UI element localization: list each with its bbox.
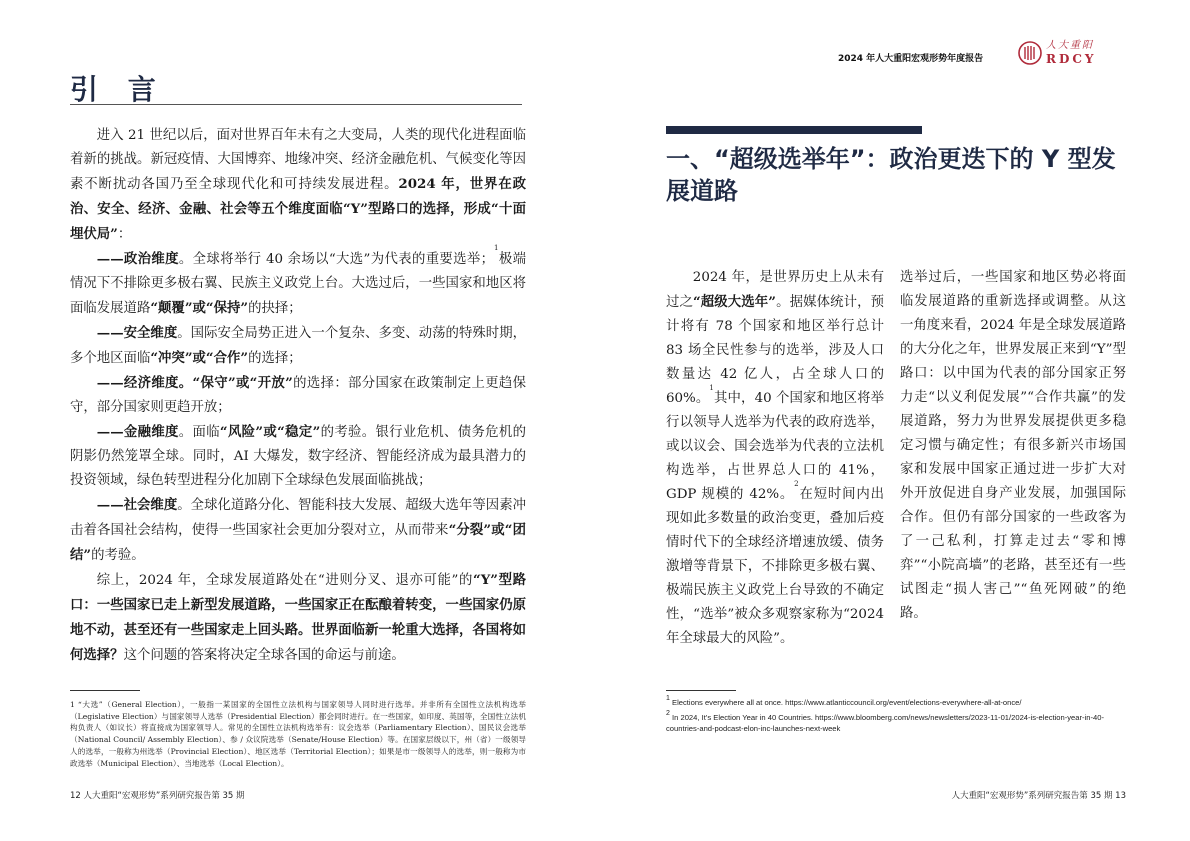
- footnote-item: $^1$ Elections everywhere all at once. https://www.atlanticcouncil.org/event/elections-everywhere-all-at-once/: [666, 695, 1022, 707]
- dimension-financial: ——金融维度。面临“风险”或“稳定”的考验。银行业危机、债务危机的阴影仍然笼罩全球。同时，AI 大爆发，数字经济、智能经济成为最具潜力的投资领域，绿色转型进程分化加剧下全球绿色发展面临挑战；: [70, 424, 527, 488]
- intro-paragraph-1: 进入 21 世纪以后，面对世界百年未有之大变局，人类的现代化进程面临着新的挑战。新冠疫情、大国博弈、地缘冲突、经济金融危机、气候变化等因素不断扰动各国乃至全球现代化和可持续发展进程。2024 年，世界在政治、安全、经济、金融、社会等五个维度面临“Y”型路口的选择，形成“十面埋伏局”：: [70, 128, 527, 242]
- section-accent-bar: [666, 126, 922, 134]
- rdcy-logo: [1018, 39, 1130, 67]
- footnote-ref-1[interactable]: 1: [494, 244, 499, 252]
- super-election-paragraph: 2024 年，是世界历史上从未有过之“超级大选年”。据媒体统计，预计将有 78 个国家和地区举行总计 83 场全民性参与的选举，涉及人口数量达 42 亿人，占全球人口的 60%。$^1$其中，40 个国家和地区将举行以领导人选举为代表的政府选举，或以议会、国会选举为代表的立法机构选举，占世界总人口的 41%，GDP 规模的 42%。$^2$在短时间内出现如此多数量的政治变更，叠加后疫情时代下的全球经济增速放缓、债务激增等背景下，不排除更多极右翼、极端民族主义政党上台导致的不确定性，“选举”被众多观察家称为“2024 年全球最大的风险”。: [666, 270, 885, 646]
- footnote-link-atlantic-council[interactable]: Elections everywhere all at once. https://www.atlanticcouncil.org/event/elections-everywhere-all-at-once/: [672, 698, 1022, 707]
- footnote-ref-1-right[interactable]: 1: [709, 384, 714, 392]
- footnote-link-bloomberg[interactable]: In 2024, It’s Election Year in 40 Countries. https://www.bloomberg.com/news/newsletters/2023-11-01/2024-is-election-year-in-40-countries-and-podcast-elon-inc-launches-next-week: [666, 713, 1104, 733]
- left-page-footer: 12 人大重阳“宏观形势”系列研究报告第 35 期: [70, 791, 245, 801]
- dimension-political: ——政治维度。全球将举行 40 余场以“大选”为代表的重要选举；$^1$极端情况下不排除更多极右翼、民族主义政党上台。大选过后，一些国家和地区将面临发展道路“颠覆”或“保持”的抉择；: [70, 244, 526, 316]
- left-footnotes: [70, 690, 526, 769]
- footnote-item: $^2$ In 2024, It’s Election Year in 40 Countries. https://www.bloomberg.com/news/newsletters/2023-11-01/2024-is-election-year-in-40-countries-and-podcast-elon-inc-launches-next-week: [666, 710, 1104, 733]
- page-title-introduction: 引 言: [70, 73, 166, 106]
- footnote-divider-right: [666, 690, 736, 691]
- intro-conclusion: 综上，2024 年，全球发展道路处在“进则分叉、退亦可能”的“Y”型路口：一些国家已走上新型发展道路，一些国家正在酝酿着转变，一些国家仍原地不动，甚至还有一些国家走上回头路。世界面临新一轮重大选择，各国将如何选择？这个问题的答案将决定全球各国的命运与前途。: [70, 572, 526, 663]
- footnote-1-general-election: 1 “大选”（General Election），一般指一某国家的全国性立法机构与国家领导人同时进行选举。并非所有全国性立法机构选举（Legislative Election）与国家领导人选举（Presidential Election）都会同时进行。在一些国家，如印度、英国等，全国性立法机构负责人（如议长）将直接成为国家领导人。常见的全国性立法机构选举有：议会选举（Parliamentary Election）、国民议会选举（National Council/ Assembly Election）、参 / 众议院选举（Senate/House Election）等。在国家层级以下，州（省）一级领导人的选举，一般称为州选举（Provincial Election）、地区选举（Territorial Election）；如果是市一级领导人的选举，则一般称为市政选举（Municipal Election）、当地选举（Local Election）。: [70, 700, 526, 768]
- dimension-economic: ——经济维度。“保守”或“开放”的选择：部分国家在政策制定上更趋保守，部分国家则更趋开放；: [70, 375, 527, 415]
- dimension-social: ——社会维度。全球化道路分化、智能科技大发展、超级大选年等因素冲击着各国社会结构，使得一些国家社会更加分裂对立，从而带来“分裂”或“团结”的考验。: [70, 497, 527, 563]
- rdcy-emblem-icon: [1018, 41, 1042, 65]
- title-divider: [70, 104, 522, 105]
- dimension-security: ——安全维度。国际安全局势正进入一个复杂、多变、动荡的特殊时期，多个地区面临“冲突”或“合作”的选择；: [70, 325, 527, 366]
- section-column-left: [666, 266, 884, 651]
- logo-chinese-text: 人大重阳: [1046, 40, 1094, 51]
- footnote-ref-2-right[interactable]: 2: [794, 480, 799, 488]
- section-column-right: [900, 266, 1126, 626]
- logo-english-text: RDCY: [1046, 52, 1097, 66]
- y-road-paragraph: 选举过后，一些国家和地区势必将面临发展道路的重新选择或调整。从这一角度来看，2024 年是全球发展道路的大分化之年，世界发展正来到“Y”型路口：以中国为代表的部分国家正努力走“以义利促发展”“合作共赢”的发展道路，努力为世界发展提供更多稳定习惯与确定性；有很多新兴市场国家和发展中国家正通过进一步扩大对外开放促进自身产业发展，加强国际合作。但仍有部分国家的一些政客为了一己私利，打算走过去“零和博弈”“小院高墙”的老路，甚至还有一些试图走“损人害己”“鱼死网破”的绝路。: [900, 270, 1126, 621]
- section-title: 一、“超级选举年”：政治更迭下的 Y 型发展道路: [666, 145, 1116, 205]
- report-header-title: 2024 年人大重阳宏观形势年度报告: [838, 54, 984, 64]
- right-footnotes: [666, 690, 1126, 734]
- footnote-divider: [70, 690, 140, 691]
- right-page-footer: 人大重阳“宏观形势”系列研究报告第 35 期 13: [951, 791, 1126, 801]
- introduction-body: [70, 124, 526, 668]
